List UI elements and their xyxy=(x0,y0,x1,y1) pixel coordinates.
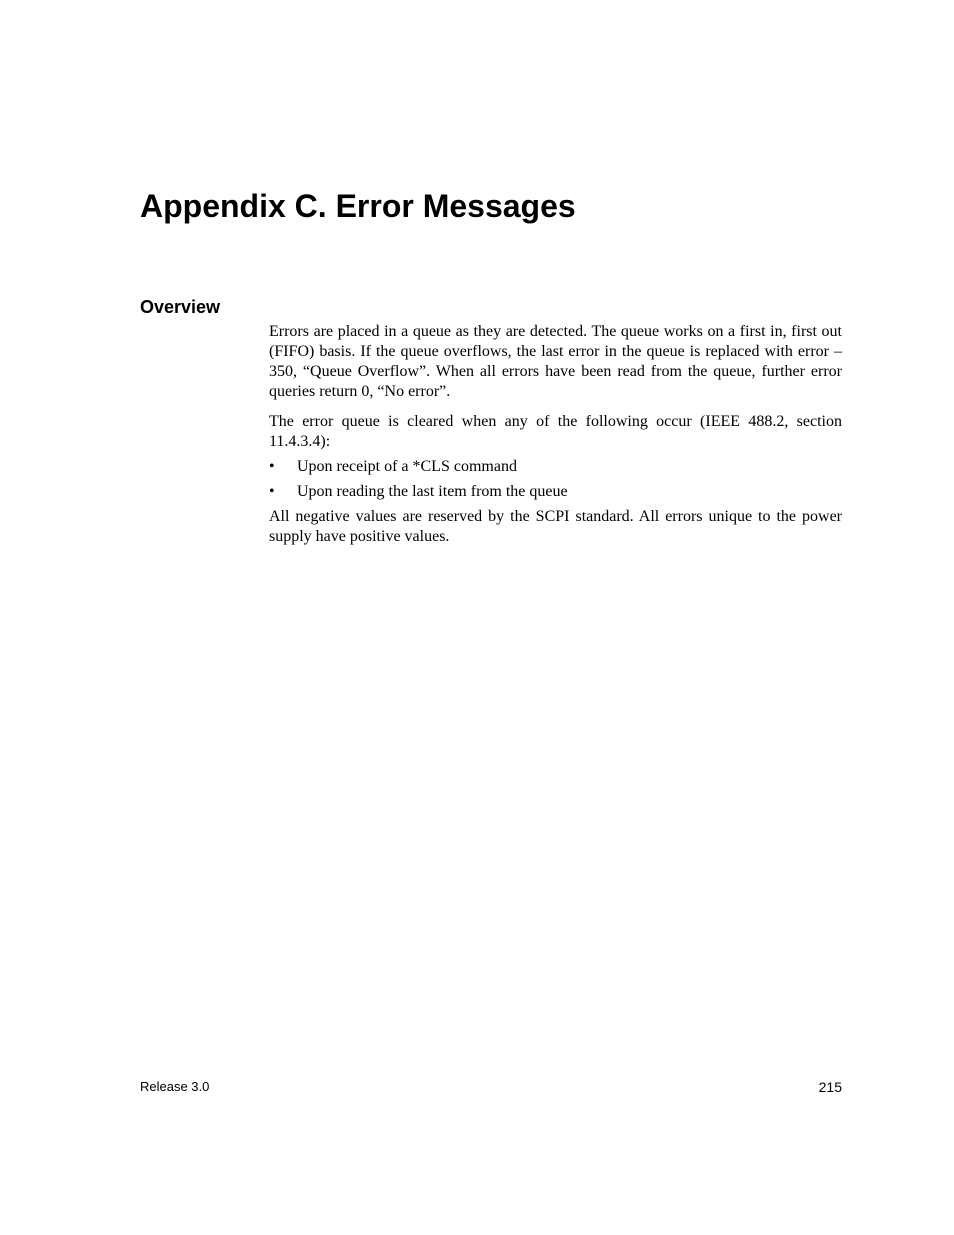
overview-paragraph-cleared: The error queue is cleared when any of the following occur (IEEE 488.2, section 11.4.3.4): xyxy=(269,413,842,450)
footer-release: Release 3.0 xyxy=(140,1079,210,1094)
overview-paragraph-negative-values: All negative values are reserved by the SCPI standard. All errors unique to the power supply have positive values. xyxy=(269,508,842,545)
bullet-icon: • xyxy=(269,483,275,500)
chapter-title: Appendix C. Error Messages xyxy=(140,188,576,224)
section-heading-overview: Overview xyxy=(140,297,221,317)
list-item-text: Upon reading the last item from the queue xyxy=(297,483,568,500)
clear-conditions-list xyxy=(269,457,842,502)
list-item xyxy=(269,482,842,502)
bullet-icon: • xyxy=(269,458,275,475)
list-item xyxy=(269,457,842,477)
list-item-text: Upon receipt of a *CLS command xyxy=(297,458,517,475)
footer-page-number: 215 xyxy=(818,1079,842,1095)
overview-paragraph-queue: Errors are placed in a queue as they are detected. The queue works on a first in, first out (FIFO) basis. If the queue overflows, the last error in the queue is replaced with error –350, “Queue Overflow”. When all errors have been read from the queue, further error queries return 0, “No error”. xyxy=(269,323,842,400)
overview-body xyxy=(269,322,842,547)
